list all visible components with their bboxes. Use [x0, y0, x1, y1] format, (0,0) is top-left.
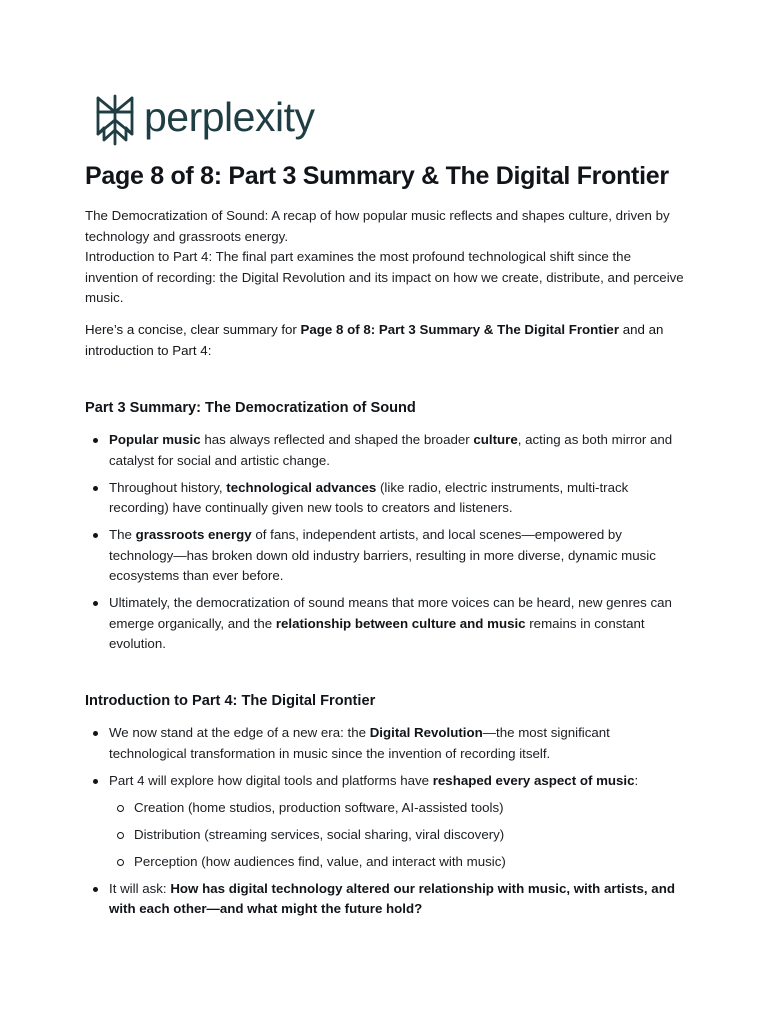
part4-list	[85, 723, 685, 926]
text: :	[634, 772, 639, 788]
text: remains in constant evolution.	[109, 615, 645, 651]
sub-list-item: Creation (home studios, production software, AI-assisted tools)	[85, 798, 685, 819]
list-item	[85, 879, 685, 920]
bold-text: Digital Revolution	[369, 725, 483, 740]
intro-paragraph-1: The Democratization of Sound: A recap of how popular music reflects and shapes culture, driven by technology and grassroots energy.	[85, 208, 670, 244]
list-item	[85, 478, 685, 519]
page-title: Page 8 of 8: Part 3 Summary & The Digital Frontier	[85, 162, 669, 190]
text: has always reflected and shaped the broader	[200, 432, 474, 447]
bold-text: relationship between culture and music	[275, 615, 526, 631]
brand-name: perplexity	[144, 93, 315, 140]
text: The	[109, 527, 136, 542]
text: Throughout history,	[109, 479, 227, 495]
list-item	[85, 771, 685, 792]
text: It will ask:	[109, 880, 171, 896]
list-item	[85, 525, 685, 587]
bold-text: How has digital technology altered our relationship with music, with artists, and with each other—and what might the future hold?	[109, 880, 675, 916]
text: (like radio, electric instruments, multi-track recording) have continually given new tools to creators and listeners.	[109, 479, 629, 515]
text: of fans, independent artists, and local scenes—empowered by technology—has broken down old industry barriers, resulting in more diverse, dynamic music ecosystems than ever before.	[109, 527, 656, 583]
text: , acting as both mirror and catalyst for social and artistic change.	[109, 432, 673, 468]
intro-block	[85, 206, 685, 309]
bold-text: reshaped every aspect of music	[432, 772, 635, 788]
perplexity-logo-icon	[94, 94, 136, 146]
bold-text: Popular music	[109, 432, 201, 447]
lead-text-after: and an introduction to Part 4:	[85, 322, 664, 358]
text: Ultimately, the democratization of sound means that more voices can be heard, new genres can emerge organically, and the	[109, 595, 672, 631]
lead-paragraph	[85, 320, 685, 361]
document-page	[85, 90, 685, 916]
list-item	[85, 723, 685, 764]
text: Part 4 will explore how digital tools and platforms have	[109, 772, 433, 788]
part3-list	[85, 430, 685, 661]
part4-heading: Introduction to Part 4: The Digital Frontier	[85, 693, 376, 709]
list-item	[85, 593, 685, 655]
brand-logo	[94, 90, 685, 150]
intro-paragraph-2: Introduction to Part 4: The final part examines the most profound technological shift since the invention of recording: the Digital Revolution and its impact on how we create, distribute, and perceive music.	[85, 249, 684, 305]
text: —the most significant technological transformation in music since the invention of recording itself.	[109, 725, 610, 761]
sub-list-item: Perception (how audiences find, value, and interact with music)	[85, 852, 685, 873]
lead-text-bold: Page 8 of 8: Part 3 Summary & The Digital Frontier	[300, 322, 619, 337]
bold-text: technological advances	[226, 479, 377, 495]
bold-text: culture	[473, 432, 518, 447]
lead-text-before: Here’s a concise, clear summary for	[85, 322, 301, 337]
list-item	[85, 430, 685, 471]
bold-text: grassroots energy	[135, 527, 252, 542]
part3-heading: Part 3 Summary: The Democratization of Sound	[85, 400, 416, 416]
sub-list-item: Distribution (streaming services, social sharing, viral discovery)	[85, 825, 685, 846]
text: We now stand at the edge of a new era: the	[109, 725, 370, 740]
